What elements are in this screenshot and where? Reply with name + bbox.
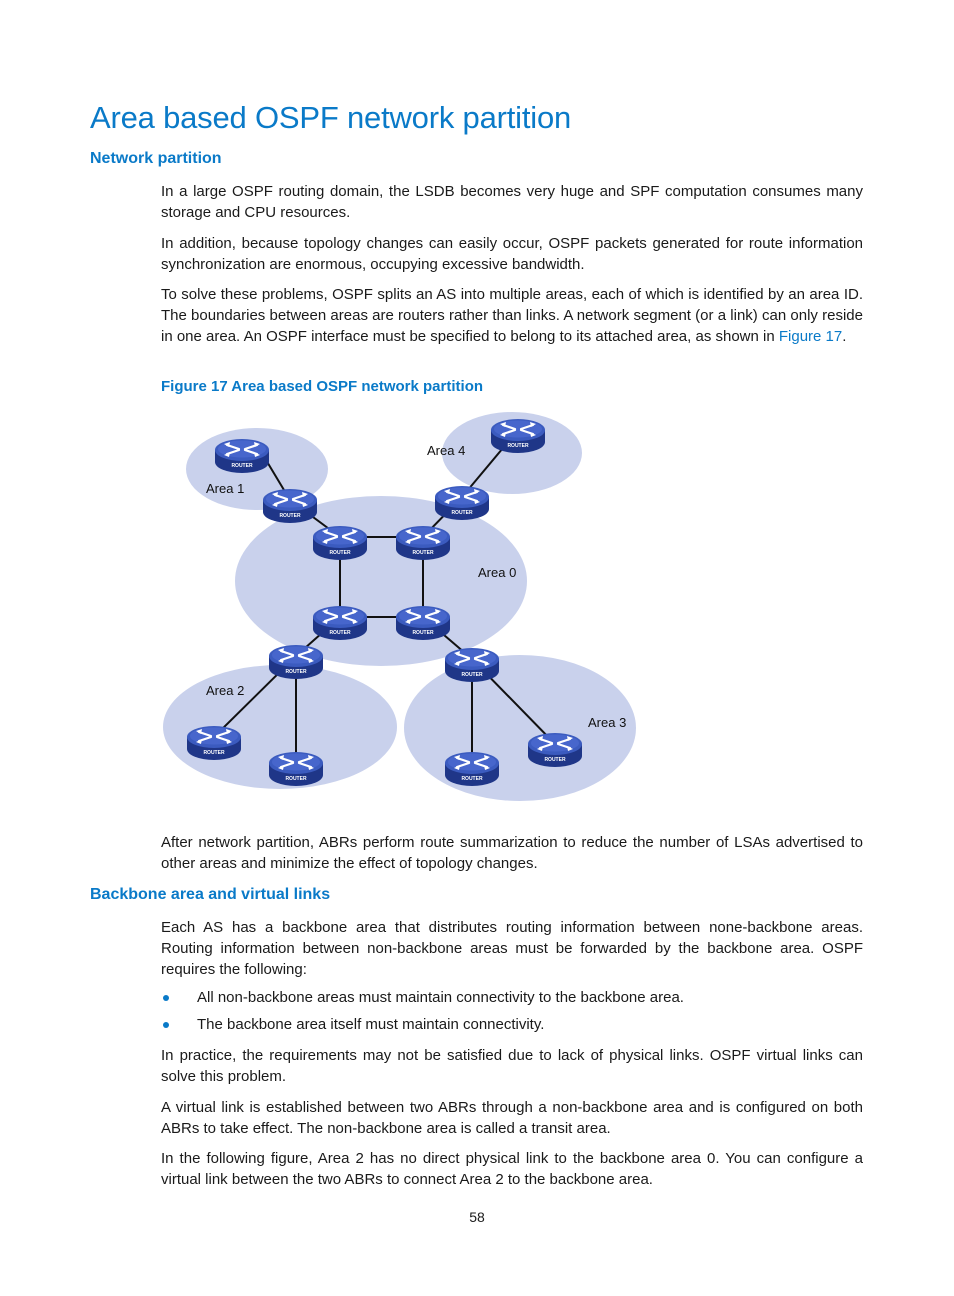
router-icon [396, 606, 450, 640]
paragraph-text: To solve these problems, OSPF splits an AS into multiple areas, each of which is identified by an area ID. The boundaries between areas are routers rather than links. A network segment (or a link) can only reside in one area. An OSPF interface must be specified to belong to its attached area, as shown in [161, 286, 863, 345]
svg-text:ROUTER: ROUTER [285, 776, 307, 782]
section-heading-network-partition: Network partition [90, 150, 222, 167]
section-heading-backbone-area: Backbone area and virtual links [90, 886, 331, 903]
router-icon [445, 752, 499, 786]
paragraph: A virtual link is established between two ABRs through a non-backbone area and is configured on both ABRs to take effect. The non-backbone area is called a transit area. [161, 1099, 863, 1137]
paragraph-end: . [842, 328, 847, 345]
router-icon [435, 486, 489, 520]
svg-text:ROUTER: ROUTER [329, 550, 351, 556]
paragraph: In a large OSPF routing domain, the LSDB becomes very huge and SPF computation consumes many storage and CPU resources. [161, 183, 863, 221]
router-icon [187, 726, 241, 760]
svg-text:ROUTER: ROUTER [412, 630, 434, 636]
area-3-label: Area 3 [588, 715, 627, 730]
area-2-label: Area 2 [206, 683, 245, 698]
svg-text:ROUTER: ROUTER [451, 510, 473, 516]
svg-text:ROUTER: ROUTER [203, 750, 225, 756]
page-title: Area based OSPF network partition [90, 100, 572, 135]
svg-text:ROUTER: ROUTER [285, 669, 307, 675]
svg-text:ROUTER: ROUTER [231, 463, 253, 469]
area-4-label: Area 4 [427, 443, 466, 458]
router-icon [528, 733, 582, 767]
paragraph: In addition, because topology changes can easily occur, OSPF packets generated for route information synchronization are enormous, occupying excessive bandwidth. [161, 235, 863, 273]
svg-text:ROUTER: ROUTER [461, 672, 483, 678]
svg-text:ROUTER: ROUTER [412, 550, 434, 556]
router-icon [445, 648, 499, 682]
bullet-icon [163, 1022, 169, 1028]
router-icon [491, 419, 545, 453]
router-icon [263, 489, 317, 523]
paragraph: Each AS has a backbone area that distributes routing information between none-backbone areas. Routing information between non-backbone areas must be forwarded by the backbone area. OSPF requires the following: [161, 919, 863, 978]
router-icon [313, 606, 367, 640]
svg-text:ROUTER: ROUTER [507, 443, 529, 449]
router-icon [269, 645, 323, 679]
svg-text:ROUTER: ROUTER [544, 757, 566, 763]
paragraph: After network partition, ABRs perform route summarization to reduce the number of LSAs advertised to other areas and minimize the effect of topology changes. [161, 834, 863, 872]
area-1-label: Area 1 [206, 481, 245, 496]
router-icon [269, 752, 323, 786]
router-icon [313, 526, 367, 560]
area-0-label: Area 0 [478, 565, 517, 580]
svg-text:ROUTER: ROUTER [279, 513, 301, 519]
router-icon [396, 526, 450, 560]
figure-17-link[interactable]: Figure 17 [778, 328, 843, 345]
page-number: 58 [469, 1209, 485, 1225]
svg-text:ROUTER: ROUTER [329, 630, 351, 636]
paragraph: In practice, the requirements may not be satisfied due to lack of physical links. OSPF virtual links can solve this problem. [161, 1047, 863, 1085]
svg-text:ROUTER: ROUTER [461, 776, 483, 782]
bullet-icon [163, 995, 169, 1001]
paragraph: In the following figure, Area 2 has no direct physical link to the backbone area 0. You can configure a virtual link between the two ABRs to connect Area 2 to the backbone area. [161, 1150, 863, 1188]
router-icon [215, 439, 269, 473]
figure-caption: Figure 17 Area based OSPF network partition [161, 378, 484, 395]
